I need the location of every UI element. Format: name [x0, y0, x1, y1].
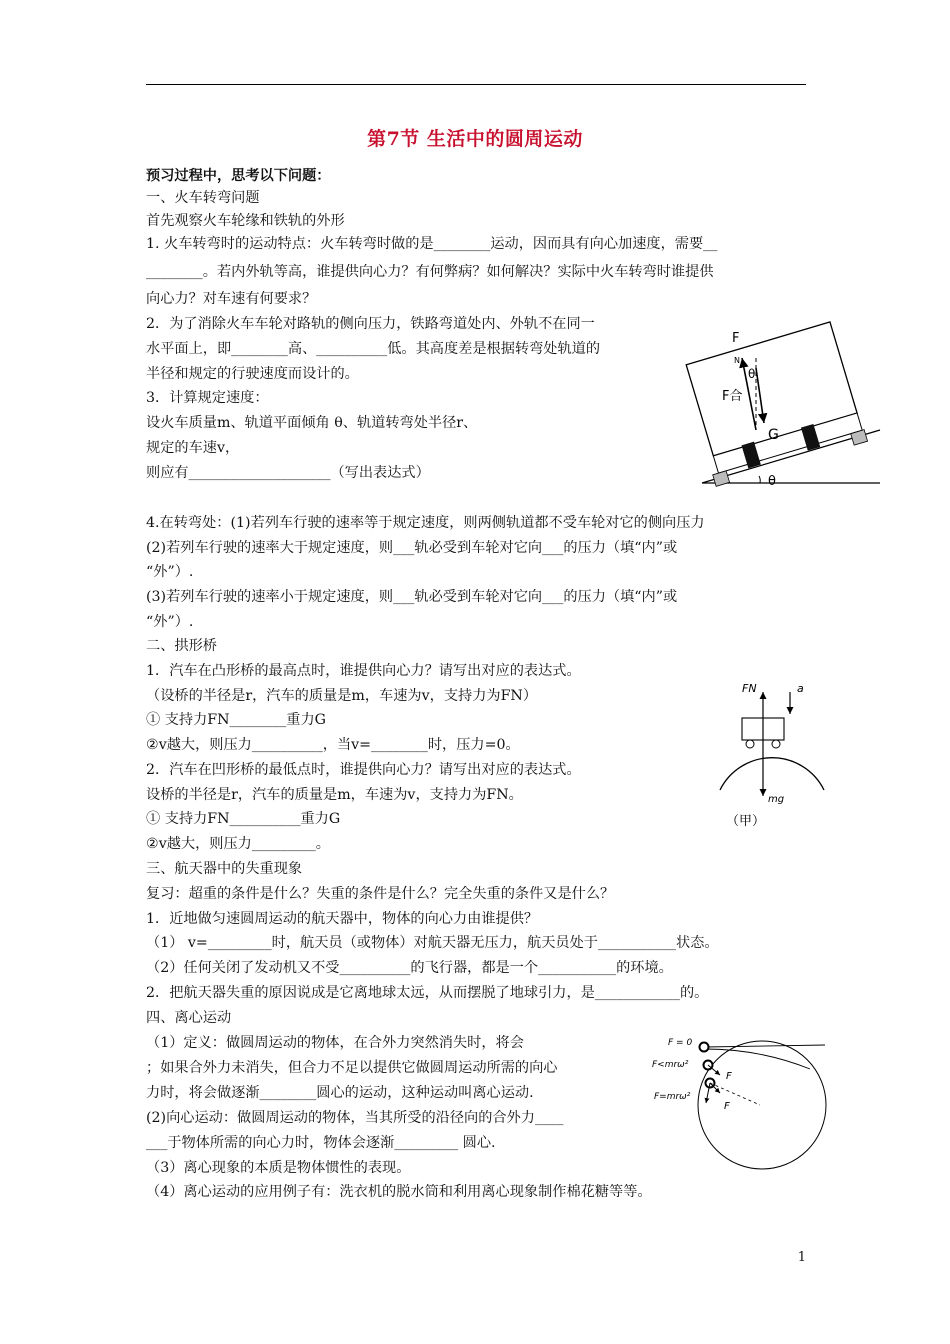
page-number: 1	[797, 1250, 806, 1265]
page-title: 第7节 生活中的圆周运动	[367, 128, 583, 150]
object-ball	[700, 1043, 709, 1052]
incline-angle-label: θ	[768, 474, 776, 489]
text-line: ___于物体所需的向心力时，物体会逐渐_________ 圆心.	[146, 1135, 496, 1151]
text-line: 设火车质量m、轨道平面倾角 θ、轨道转弯处半径r、	[146, 415, 478, 431]
header-rule	[146, 84, 806, 85]
text-line: 1．汽车在凸形桥的最高点时，谁提供向心力？请写出对应的表达式。	[146, 663, 581, 679]
text-line: （1） v=_________时，航天员（或物体）对航天器无压力，航天员处于___________状态。	[146, 935, 719, 951]
text-line: 向心力？对车速有何要求？	[146, 291, 317, 307]
text-line: ① 支持力FN__________重力G	[146, 811, 341, 827]
centrifugal-figure	[650, 1025, 830, 1175]
text-line: “外”）.	[146, 564, 194, 580]
force-label-n: N	[734, 356, 740, 365]
section-heading: 三、航天器中的失重现象	[146, 861, 303, 877]
text-line: 力时，将会做逐渐________圆心的运动，这种运动叫离心运动.	[146, 1085, 534, 1101]
net-force-label: F合	[722, 389, 743, 404]
text-line: 4.在转弯处：(1)若列车行驶的速率等于规定速度，则两侧轨道都不受车轮对它的侧向压力	[146, 515, 705, 531]
label-f-zero: F = 0	[668, 1038, 693, 1048]
text-line: ②v越大，则压力__________，当v=________时，压力=0。	[146, 737, 520, 753]
text-line: 则应有____________________（写出表达式）	[146, 465, 430, 481]
text-line: 2．汽车在凹形桥的最低点时，谁提供向心力？请写出对应的表达式。	[146, 762, 581, 778]
text-line: (2)向心运动：做圆周运动的物体，当其所受的沿径向的合外力____	[146, 1110, 564, 1126]
car-wheel-left	[746, 740, 754, 748]
text-line: (2)若列车行驶的速率大于规定速度，则___轨必受到车轮对它向___的压力（填“内”或	[146, 540, 678, 556]
label-f: F	[724, 1101, 730, 1112]
text-line: （1）定义：做圆周运动的物体，在合外力突然消失时，将会	[146, 1035, 524, 1051]
text-line: (3)若列车行驶的速率小于规定速度，则___轨必受到车轮对它向___的压力（填“内”或	[146, 589, 678, 605]
text-line: 1．近地做匀速圆周运动的航天器中，物体的向心力由谁提供？	[146, 911, 539, 927]
bridge-arc	[720, 758, 824, 790]
gravity-label: G	[768, 427, 779, 443]
text-line: ① 支持力FN________重力G	[146, 712, 326, 728]
text-line: 规定的车速v，	[146, 440, 240, 456]
acceleration-label: a	[797, 682, 804, 695]
text-line: （设桥的半径是r，汽车的质量是m，车速为v，支持力为FN）	[146, 688, 538, 704]
label-f-less: F<mrω²	[652, 1060, 689, 1070]
text-line: 3．计算规定速度：	[146, 390, 269, 406]
text-line: （4）离心运动的应用例子有：洗衣机的脱水筒和利用离心现象制作棉花糖等等。	[146, 1184, 652, 1200]
label-f: F	[726, 1071, 732, 1082]
angle-arc	[759, 476, 760, 483]
text-line: 半径和规定的行驶速度而设计的。	[146, 366, 359, 382]
text-line: 预习过程中，思考以下问题：	[146, 168, 331, 184]
force-label-f: F	[732, 331, 740, 346]
text-line: 2．为了消除火车车轮对路轨的侧向压力，铁路弯道处内、外轨不在同一	[146, 316, 595, 332]
convex-bridge-figure	[712, 678, 832, 833]
circular-path	[698, 1041, 826, 1169]
radius-line	[710, 1083, 760, 1105]
rail-inner	[713, 471, 730, 486]
label-f-equal: F=mrω²	[654, 1092, 691, 1102]
text-line: 1. 火车转弯时的运动特点：火车转弯时做的是________运动，因而具有向心加速度，需要__	[146, 236, 718, 252]
text-line: 首先观察火车轮缘和铁轨的外形	[146, 213, 345, 229]
tangent-line	[705, 1045, 825, 1047]
text-line: 2．把航天器失重的原因说成是它离地球太远，从而摆脱了地球引力，是____________的。	[146, 985, 709, 1001]
section-heading: 四、离心运动	[146, 1010, 232, 1026]
section-heading: 一、火车转弯问题	[146, 190, 260, 206]
gravity-label: mg	[768, 794, 785, 805]
text-line: （2）任何关闭了发动机又不受__________的飞行器，都是一个___________的环境。	[146, 960, 673, 976]
text-line: ；如果合外力未消失，但合力不足以提供它做圆周运动所需的向心	[146, 1060, 558, 1076]
text-line: ________。若内外轨等高，谁提供向心力？有何弊病？如何解决？实际中火车转弯时谁提供	[146, 264, 714, 280]
section-heading: 二、拱形桥	[146, 638, 217, 654]
text-line: “外”）.	[146, 614, 194, 630]
text-line: ②v越大，则压力_________。	[146, 836, 330, 852]
car-wheel-right	[772, 740, 780, 748]
banked-train-figure	[680, 318, 885, 493]
trajectory-outward	[705, 1049, 810, 1069]
theta-label: θ	[748, 367, 756, 381]
text-line: 水平面上，即________高、__________低。其高度差是根据转弯处轨道的	[146, 341, 601, 357]
text-line: 复习：超重的条件是什么？失重的条件是什么？完全失重的条件又是什么？	[146, 886, 615, 902]
text-line: （3）离心现象的本质是物体惯性的表现。	[146, 1160, 411, 1176]
support-force-label: FN	[742, 682, 757, 695]
text-line: 设桥的半径是r，汽车的质量是m，车速为v，支持力为FN。	[146, 787, 523, 803]
figure-caption: （甲）	[726, 814, 766, 829]
